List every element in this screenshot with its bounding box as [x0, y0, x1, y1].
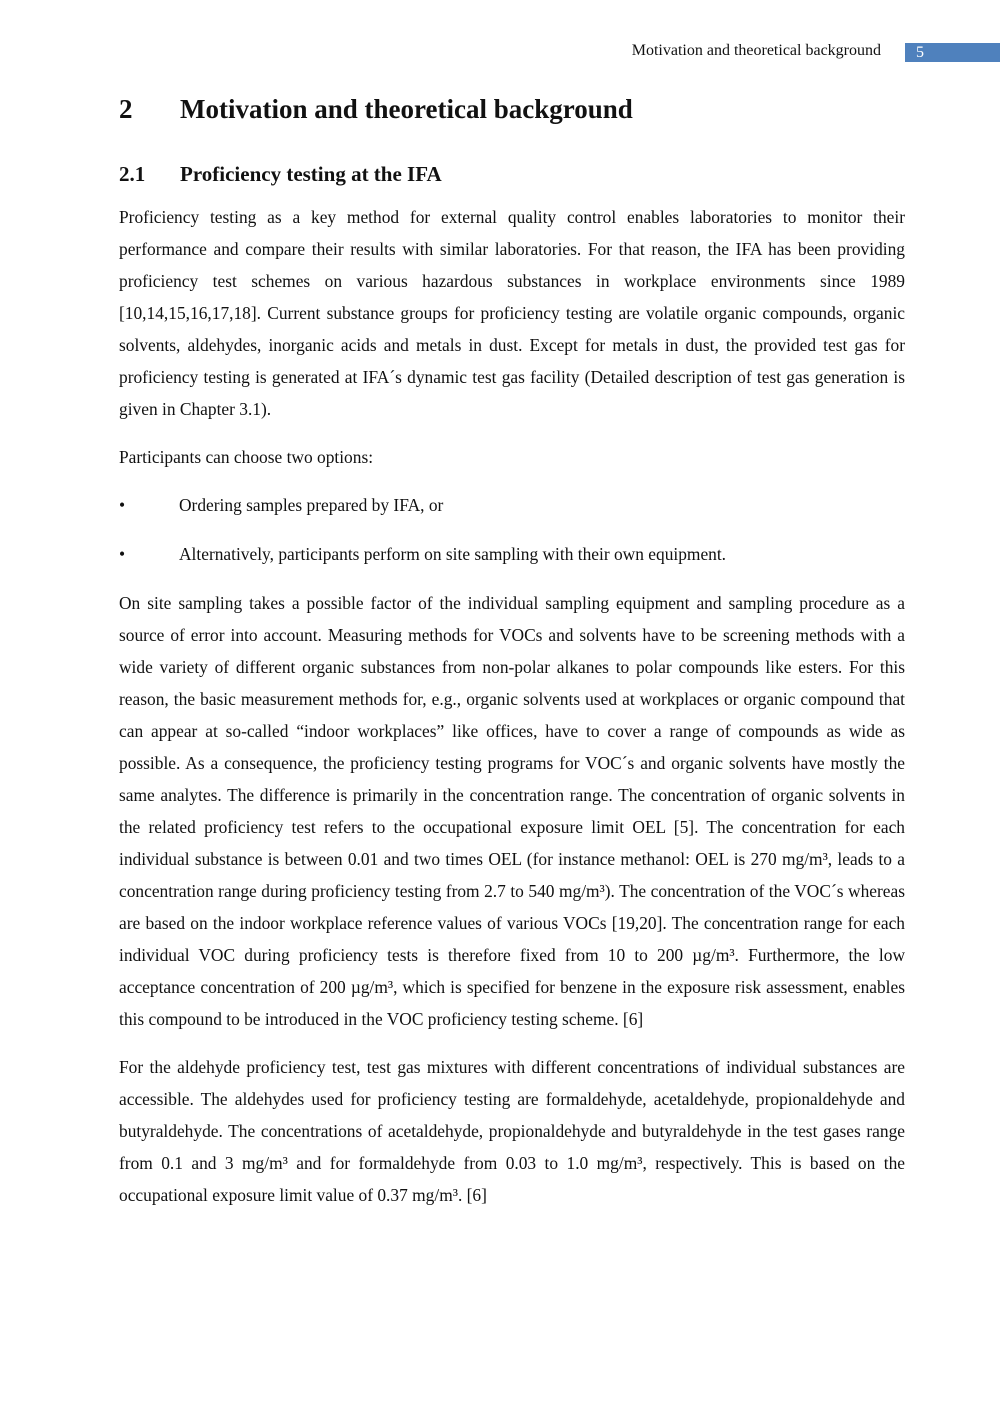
chapter-title: Motivation and theoretical background: [180, 94, 633, 124]
section-number: 2.1: [119, 162, 146, 186]
paragraph: For the aldehyde proficiency test, test gas mixtures with different concentrations of individual substances are accessible. The aldehydes used for proficiency testing are formaldehyde, acetaldehyde, propionaldehyde and butyraldehyde. The concentrations of acetaldehyde, propionaldehyde and butyraldehyde in the test gases range from 0.1 and 3 mg/m³ and for formaldehyde from 0.03 to 1.0 mg/m³, respectively. This is based on the occupational exposure limit value of 0.37 mg/m³. [6]: [119, 1057, 905, 1205]
body-text: [119, 201, 905, 1227]
bullet-marker: •: [119, 544, 126, 564]
paragraph: On site sampling takes a possible factor of the individual sampling equipment and sampling procedure as a source of error into account. Measuring methods for VOCs and solvents have to be screening methods with a wide variety of different organic substances from non-polar alkanes to polar compounds like esters. For this reason, the basic measurement methods for, e.g., organic solvents used at workplaces or organic compound that can appear at so-called “indoor workplaces” like offices, have to cover a range of compounds as wide as possible. As a consequence, the proficiency testing programs for VOC´s and organic solvents have mostly the same analytes. The difference is primarily in the concentration range. The concentration of organic solvents in the related proficiency test refers to the occupational exposure limit OEL [5]. The concentration for each individual substance is between 0.01 and two times OEL (for instance methanol: OEL is 270 mg/m³, leads to a concentration range during proficiency testing from 2.7 to 540 mg/m³). The concentration of the VOC´s whereas are based on the indoor workplace reference values of various VOCs [19,20]. The concentration range for each individual VOC during proficiency tests is therefore fixed from 10 to 200 µg/m³. Furthermore, the low acceptance concentration of 200 µg/m³, which is specified for benzene in the exposure risk assessment, enables this compound to be introduced in the VOC proficiency testing scheme. [6]: [119, 593, 905, 1029]
bullet-marker: •: [119, 495, 126, 515]
section-heading: [119, 162, 442, 187]
chapter-heading: [119, 94, 633, 125]
bullet-item: [119, 489, 905, 521]
paragraph: Proficiency testing as a key method for external quality control enables laboratories to monitor their performance and compare their results with similar laboratories. For that reason, the IFA has been providing proficiency test schemes on various hazardous substances in workplace environments since 1989 [10,14,15,16,17,18]. Current substance groups for proficiency testing are volatile organic compounds, organic solvents, aldehydes, inorganic acids and metals in dust. Except for metals in dust, the provided test gas for proficiency testing is generated at IFA´s dynamic test gas facility (Detailed description of test gas generation is given in Chapter 3.1).: [119, 207, 905, 419]
chapter-number: 2: [119, 94, 133, 124]
bullet-text: Alternatively, participants perform on site sampling with their own equipment.: [179, 544, 727, 564]
page-number: 5: [905, 43, 1000, 62]
running-header: Motivation and theoretical background: [631, 42, 881, 59]
paragraph: Participants can choose two options:: [119, 447, 374, 467]
bullet-item: [119, 538, 905, 570]
bullet-text: Ordering samples prepared by IFA, or: [179, 495, 444, 515]
section-title: Proficiency testing at the IFA: [180, 162, 442, 186]
